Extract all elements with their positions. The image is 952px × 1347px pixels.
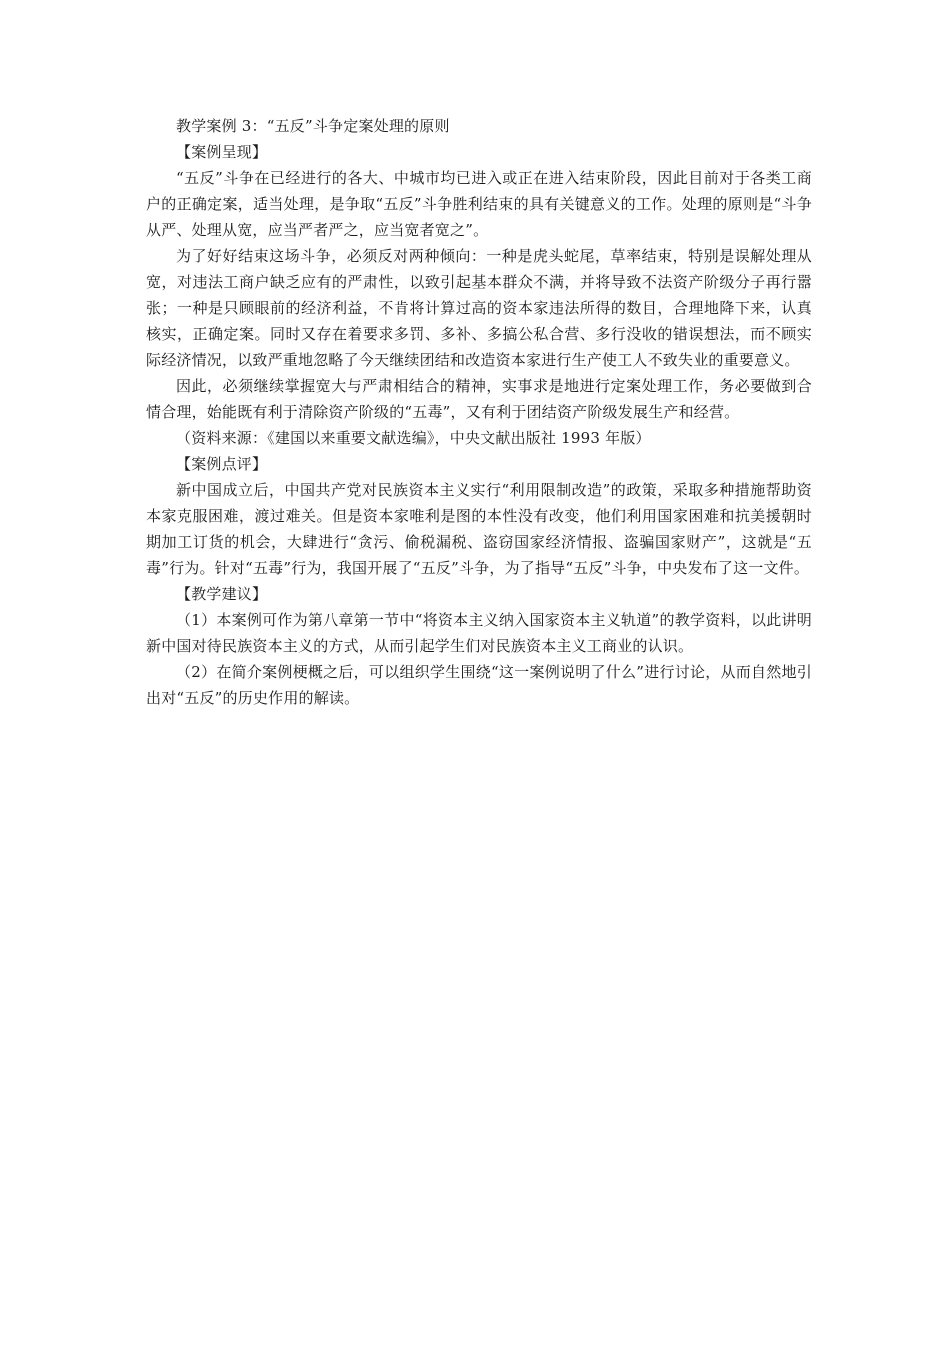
section-heading-suggest: 【教学建议】 bbox=[176, 585, 268, 603]
document-page bbox=[146, 113, 812, 711]
source-citation: （资料来源：《建国以来重要文献选编》，中央文献出版社 1993 年版） bbox=[176, 429, 651, 447]
section-heading-case: 【案例呈现】 bbox=[176, 143, 268, 161]
suggest-paragraph-2: （2）在简介案例梗概之后，可以组织学生围绕“这一案例说明了什么”进行讨论，从而自然地引出对“五反”的历史作用的解读。 bbox=[146, 663, 812, 707]
comment-paragraph: 新中国成立后，中国共产党对民族资本主义实行“利用限制改造”的政策，采取多种措施帮助资本家克服困难，渡过难关。但是资本家唯利是图的本性没有改变，他们利用国家困难和抗美援朝时期加工订货的机会，大肆进行“贪污、偷税漏税、盗窃国家经济情报、盗骗国家财产”，这就是“五毒”行为。针对“五毒”行为，我国开展了“五反”斗争，为了指导“五反”斗争，中央发布了这一文件。 bbox=[146, 481, 812, 577]
section-heading-comment: 【案例点评】 bbox=[176, 455, 268, 473]
case-paragraph-1: “五反”斗争在已经进行的各大、中城市均已进入或正在进入结束阶段，因此目前对于各类工商户的正确定案，适当处理，是争取“五反”斗争胜利结束的具有关键意义的工作。处理的原则是“斗争从严、处理从宽，应当严者严之，应当宽者宽之”。 bbox=[146, 169, 812, 239]
case-title: 教学案例 3：“五反”斗争定案处理的原则 bbox=[176, 117, 450, 135]
suggest-paragraph-1: （1）本案例可作为第八章第一节中“将资本主义纳入国家资本主义轨道”的教学资料，以此讲明新中国对待民族资本主义的方式，从而引起学生们对民族资本主义工商业的认识。 bbox=[146, 611, 812, 655]
case-paragraph-3: 因此，必须继续掌握宽大与严肃相结合的精神，实事求是地进行定案处理工作，务必要做到合情合理，始能既有利于清除资产阶级的“五毒”，又有利于团结资产阶级发展生产和经营。 bbox=[146, 377, 812, 421]
case-paragraph-2: 为了好好结束这场斗争，必须反对两种倾向：一种是虎头蛇尾，草率结束，特别是误解处理从宽，对违法工商户缺乏应有的严肃性，以致引起基本群众不满，并将导致不法资产阶级分子再行嚣张；一种是只顾眼前的经济利益，不肯将计算过高的资本家违法所得的数目，合理地降下来，认真核实，正确定案。同时又存在着要求多罚、多补、多搞公私合营、多行没收的错误想法，而不顾实际经济情况，以致严重地忽略了今天继续团结和改造资本家进行生产使工人不致失业的重要意义。 bbox=[146, 247, 812, 369]
